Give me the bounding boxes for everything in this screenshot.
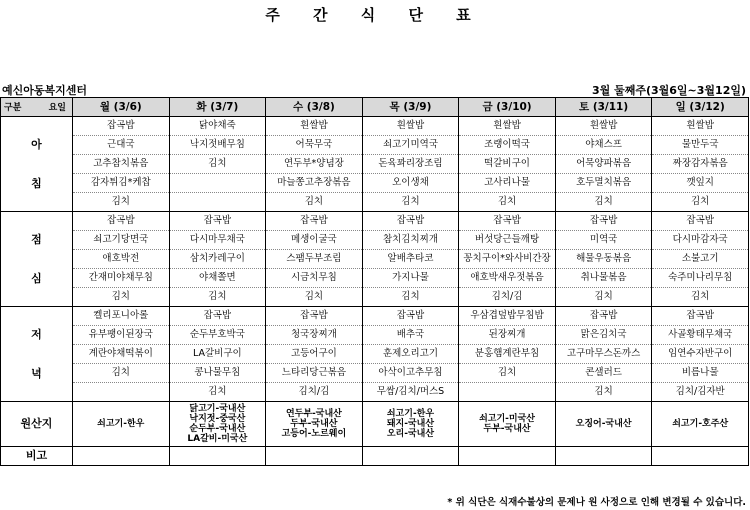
origin-cell: 쇠고기-호주산	[652, 402, 749, 447]
menu-period: 3월 둘째주(3월6일~3월12일)	[591, 84, 746, 97]
menu-item-cell: 숙주미나리무침	[652, 269, 749, 288]
meal-label-bottom: 녁	[31, 367, 42, 380]
menu-item-cell: 흰쌀밥	[555, 117, 652, 136]
menu-item-cell: 김치	[73, 193, 170, 212]
menu-item-cell: 김치	[652, 288, 749, 307]
menu-item-cell: 고등어구이	[266, 345, 363, 364]
menu-item-cell: 시금치무침	[266, 269, 363, 288]
meal-label-bottom: 심	[31, 272, 42, 285]
menu-item-cell: 흰쌀밥	[362, 117, 459, 136]
menu-item-cell: 다시마감자국	[652, 231, 749, 250]
meal-row	[1, 345, 749, 364]
menu-item-cell: 고사리나물	[459, 174, 556, 193]
menu-item-cell: 흰쌀밥	[266, 117, 363, 136]
menu-item-cell: 김치	[169, 288, 266, 307]
meal-row	[1, 269, 749, 288]
menu-item-cell: 흰쌀밥	[459, 117, 556, 136]
meal-row	[1, 193, 749, 212]
menu-item-cell: 잡곡밥	[652, 307, 749, 326]
menu-item-cell: 사골황태무채국	[652, 326, 749, 345]
origin-cell: 연두부-국내산 두부-국내산 고등어-노르웨이	[266, 402, 363, 447]
menu-item-cell: 간재미야채무침	[73, 269, 170, 288]
day-header: 목 (3/9)	[362, 98, 459, 117]
menu-item-cell: 느타리당근볶음	[266, 364, 363, 383]
menu-item-cell: 애호박전	[73, 250, 170, 269]
origin-cell: 쇠고기-한우 돼지-국내산 오리-국내산	[362, 402, 459, 447]
menu-item-cell: 김치	[459, 364, 556, 383]
menu-item-cell: 마늘쫑고추장볶음	[266, 174, 363, 193]
menu-item-cell: 김치	[73, 364, 170, 383]
menu-item-cell: 잡곡밥	[169, 307, 266, 326]
meal-row	[1, 383, 749, 402]
menu-item-cell: 잡곡밥	[652, 212, 749, 231]
menu-item-cell: 삼치카레구이	[169, 250, 266, 269]
meal-body	[1, 117, 749, 402]
menu-item-cell: 김치/김	[266, 383, 363, 402]
remark-cell	[555, 447, 652, 466]
meal-label-spacer	[1, 344, 72, 364]
menu-item-cell: 청국장찌개	[266, 326, 363, 345]
menu-item-cell: 김치	[73, 288, 170, 307]
meal-row	[1, 364, 749, 383]
menu-item-cell: 연두부*양념장	[266, 155, 363, 174]
menu-item-cell: 떡갈비구이	[459, 155, 556, 174]
meal-label-top: 점	[31, 233, 42, 246]
meal-label-bottom: 침	[31, 177, 42, 190]
menu-item-cell: 근대국	[73, 136, 170, 155]
meal-label-top: 저	[31, 328, 42, 341]
menu-item-cell: 감자튀김*케찹	[73, 174, 170, 193]
menu-item-cell: 고구마무스돈까스	[555, 345, 652, 364]
menu-item-cell: 꽁치구이*와사비간장	[459, 250, 556, 269]
meal-row	[1, 117, 749, 136]
menu-item-cell: 호두멸치볶음	[555, 174, 652, 193]
menu-item-cell: 메생이굴국	[266, 231, 363, 250]
menu-item-cell: 무쌈/김치/머스S	[362, 383, 459, 402]
meal-row	[1, 155, 749, 174]
menu-item-cell: 잡곡밥	[555, 212, 652, 231]
menu-item-cell: 비름나물	[652, 364, 749, 383]
menu-item-cell: 콩나물무침	[169, 364, 266, 383]
menu-item-cell: 훈제오리고기	[362, 345, 459, 364]
meal-row	[1, 288, 749, 307]
menu-item-cell: 잡곡밥	[73, 212, 170, 231]
menu-item-cell: 유부팽이된장국	[73, 326, 170, 345]
menu-item-cell: 계란야채떡볶이	[73, 345, 170, 364]
organization-name: 예신아동복지센터	[2, 84, 88, 97]
menu-item-cell: 흰쌀밥	[652, 117, 749, 136]
menu-item-cell: 맑은김치국	[555, 326, 652, 345]
menu-item-cell: 야채쫄면	[169, 269, 266, 288]
menu-item-cell: 아삭이고추무침	[362, 364, 459, 383]
remark-cell	[652, 447, 749, 466]
menu-item-cell: 임연수자반구이	[652, 345, 749, 364]
meal-label	[1, 307, 73, 402]
menu-item-cell: 김치	[459, 193, 556, 212]
menu-item-cell: 소불고기	[652, 250, 749, 269]
menu-item-cell: 잡곡밥	[169, 212, 266, 231]
menu-item-cell: 김치	[362, 193, 459, 212]
meal-label-top: 아	[31, 138, 42, 151]
corner-label-day: 요일	[48, 103, 66, 113]
menu-item-cell: 짜장감자볶음	[652, 155, 749, 174]
menu-item-cell: 김치	[555, 383, 652, 402]
menu-item-cell: 스팸두부조림	[266, 250, 363, 269]
menu-item-cell: 김치/김자반	[652, 383, 749, 402]
header-row	[1, 98, 749, 117]
menu-item-cell: 돈육꽈리장조림	[362, 155, 459, 174]
remark-label: 비고	[1, 447, 73, 466]
remark-cell	[169, 447, 266, 466]
meal-row	[1, 231, 749, 250]
meal-row	[1, 136, 749, 155]
menu-item-cell: 야채스프	[555, 136, 652, 155]
day-header: 일 (3/12)	[652, 98, 749, 117]
corner-header	[1, 98, 73, 117]
menu-item-cell: 김치	[266, 193, 363, 212]
menu-item-cell: 물만두국	[652, 136, 749, 155]
menu-item-cell: 가지나물	[362, 269, 459, 288]
meal-row	[1, 212, 749, 231]
meal-label	[1, 117, 73, 212]
menu-item-cell: 알배추타코	[362, 250, 459, 269]
menu-item-cell: 조랭이떡국	[459, 136, 556, 155]
menu-item-cell: 애호박새우젓볶음	[459, 269, 556, 288]
origin-cell: 오징어-국내산	[555, 402, 652, 447]
menu-item-cell: 오이생채	[362, 174, 459, 193]
meal-label	[1, 212, 73, 307]
remark-row	[1, 447, 749, 466]
menu-item-cell: 배추국	[362, 326, 459, 345]
menu-item-cell: 어묵무국	[266, 136, 363, 155]
day-header: 화 (3/7)	[169, 98, 266, 117]
day-header: 월 (3/6)	[73, 98, 170, 117]
day-header: 수 (3/8)	[266, 98, 363, 117]
menu-item-cell: 잡곡밥	[266, 307, 363, 326]
menu-item-cell: 다시마무채국	[169, 231, 266, 250]
remark-cell	[362, 447, 459, 466]
menu-item-cell: 잡곡밥	[362, 212, 459, 231]
meal-label-spacer	[1, 249, 72, 269]
menu-item-cell: 김치	[169, 155, 266, 174]
menu-item-cell: 어묵양파볶음	[555, 155, 652, 174]
menu-item-cell: 미역국	[555, 231, 652, 250]
menu-item-cell: 잡곡밥	[73, 117, 170, 136]
meal-label-spacer	[1, 154, 72, 174]
page-title: 주 간 식 단 표	[265, 6, 485, 24]
menu-item-cell: 낙지젓배무침	[169, 136, 266, 155]
menu-item-cell: 된장찌개	[459, 326, 556, 345]
origin-row	[1, 402, 749, 447]
footer-note: * 위 식단은 식재수불상의 문제나 원 사정으로 인해 변경될 수 있습니다.	[447, 497, 746, 508]
menu-item-cell	[169, 174, 266, 193]
remark-cell	[73, 447, 170, 466]
menu-item-cell: 분홍햄계란부침	[459, 345, 556, 364]
meal-row	[1, 307, 749, 326]
menu-item-cell	[73, 383, 170, 402]
menu-item-cell: 김치	[169, 383, 266, 402]
menu-item-cell: 김치	[266, 288, 363, 307]
weekly-menu-table	[0, 97, 749, 466]
menu-item-cell: LA갈비구이	[169, 345, 266, 364]
meal-row	[1, 174, 749, 193]
menu-item-cell: 잡곡밥	[266, 212, 363, 231]
meal-row	[1, 250, 749, 269]
remark-cell	[266, 447, 363, 466]
menu-item-cell: 깻잎지	[652, 174, 749, 193]
day-header: 토 (3/11)	[555, 98, 652, 117]
menu-item-cell: 쇠고기미역국	[362, 136, 459, 155]
meal-row	[1, 326, 749, 345]
menu-item-cell: 잡곡밥	[362, 307, 459, 326]
menu-item-cell: 쇠고기당면국	[73, 231, 170, 250]
menu-item-cell	[169, 193, 266, 212]
menu-item-cell: 순두부호박국	[169, 326, 266, 345]
menu-item-cell	[459, 383, 556, 402]
origin-cell: 쇠고기-한우	[73, 402, 170, 447]
menu-item-cell: 해물우동볶음	[555, 250, 652, 269]
menu-item-cell: 김치	[362, 288, 459, 307]
remark-cell	[459, 447, 556, 466]
menu-item-cell: 콘샐러드	[555, 364, 652, 383]
menu-item-cell: 김치/김	[459, 288, 556, 307]
menu-item-cell: 김치	[555, 193, 652, 212]
day-header: 금 (3/10)	[459, 98, 556, 117]
menu-item-cell: 켈리포니아롤	[73, 307, 170, 326]
menu-item-cell: 고추참치볶음	[73, 155, 170, 174]
menu-item-cell: 잡곡밥	[459, 212, 556, 231]
menu-item-cell: 우삼겹덮밥무침밥	[459, 307, 556, 326]
origin-cell: 닭고기-국내산 낙지젓-중국산 순두부-국내산 LA갈비-미국산	[169, 402, 266, 447]
menu-item-cell: 김치	[652, 193, 749, 212]
origin-cell: 쇠고기-미국산 두부-국내산	[459, 402, 556, 447]
origin-label: 원산지	[1, 402, 73, 447]
menu-item-cell: 닭야채죽	[169, 117, 266, 136]
menu-item-cell: 김치	[555, 288, 652, 307]
menu-item-cell: 잡곡밥	[555, 307, 652, 326]
menu-item-cell: 버섯당근들깨탕	[459, 231, 556, 250]
menu-item-cell: 참치김치찌개	[362, 231, 459, 250]
menu-item-cell: 취나물볶음	[555, 269, 652, 288]
corner-label-category: 구분	[4, 103, 22, 113]
